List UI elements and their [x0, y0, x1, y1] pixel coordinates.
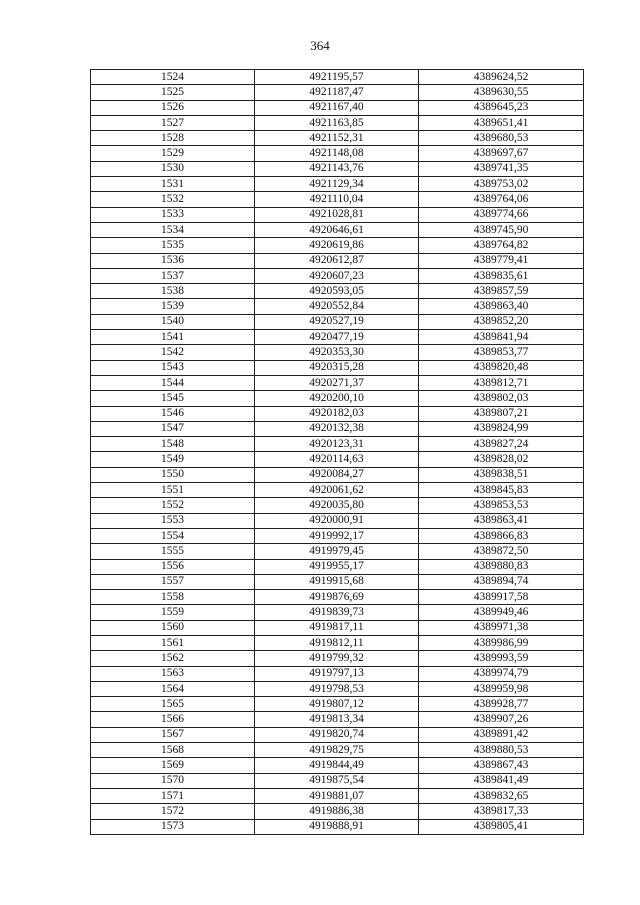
point-number-cell: 1573	[91, 819, 255, 834]
x-coordinate-cell: 4920035,80	[255, 498, 419, 513]
point-number-cell: 1558	[91, 590, 255, 605]
y-coordinate-cell: 4389741,35	[419, 161, 584, 176]
table-row	[91, 513, 584, 528]
x-coordinate-cell: 4921028,81	[255, 207, 419, 222]
x-coordinate-cell: 4920084,27	[255, 467, 419, 482]
y-coordinate-cell: 4389863,41	[419, 513, 584, 528]
x-coordinate-cell: 4921152,31	[255, 131, 419, 146]
table-row	[91, 590, 584, 605]
point-number-cell: 1572	[91, 804, 255, 819]
point-number-cell: 1546	[91, 406, 255, 421]
y-coordinate-cell: 4389907,26	[419, 712, 584, 727]
x-coordinate-cell: 4920114,63	[255, 452, 419, 467]
table-row	[91, 697, 584, 712]
table-row	[91, 437, 584, 452]
y-coordinate-cell: 4389866,83	[419, 528, 584, 543]
y-coordinate-cell: 4389697,67	[419, 146, 584, 161]
x-coordinate-cell: 4919839,73	[255, 605, 419, 620]
table-row	[91, 131, 584, 146]
point-number-cell: 1550	[91, 467, 255, 482]
table-row	[91, 406, 584, 421]
y-coordinate-cell: 4389828,02	[419, 452, 584, 467]
y-coordinate-cell: 4389853,77	[419, 345, 584, 360]
point-number-cell: 1531	[91, 177, 255, 192]
y-coordinate-cell: 4389753,02	[419, 177, 584, 192]
table-row	[91, 253, 584, 268]
point-number-cell: 1525	[91, 85, 255, 100]
table-row	[91, 146, 584, 161]
table-row	[91, 467, 584, 482]
x-coordinate-cell: 4919813,34	[255, 712, 419, 727]
y-coordinate-cell: 4389651,41	[419, 115, 584, 130]
table-row	[91, 268, 584, 283]
x-coordinate-cell: 4921110,04	[255, 192, 419, 207]
x-coordinate-cell: 4919799,32	[255, 651, 419, 666]
y-coordinate-cell: 4389838,51	[419, 467, 584, 482]
y-coordinate-cell: 4389820,48	[419, 360, 584, 375]
y-coordinate-cell: 4389779,41	[419, 253, 584, 268]
x-coordinate-cell: 4921143,76	[255, 161, 419, 176]
x-coordinate-cell: 4919820,74	[255, 727, 419, 742]
table-row	[91, 651, 584, 666]
table-row	[91, 804, 584, 819]
table-row	[91, 284, 584, 299]
x-coordinate-cell: 4920315,28	[255, 360, 419, 375]
y-coordinate-cell: 4389880,53	[419, 743, 584, 758]
y-coordinate-cell: 4389745,90	[419, 222, 584, 237]
table-row	[91, 391, 584, 406]
y-coordinate-cell: 4389891,42	[419, 727, 584, 742]
point-number-cell: 1543	[91, 360, 255, 375]
y-coordinate-cell: 4389624,52	[419, 70, 584, 85]
point-number-cell: 1533	[91, 207, 255, 222]
y-coordinate-cell: 4389832,65	[419, 788, 584, 803]
x-coordinate-cell: 4919955,17	[255, 559, 419, 574]
point-number-cell: 1567	[91, 727, 255, 742]
point-number-cell: 1535	[91, 238, 255, 253]
x-coordinate-cell: 4919829,75	[255, 743, 419, 758]
y-coordinate-cell: 4389630,55	[419, 85, 584, 100]
x-coordinate-cell: 4920271,37	[255, 375, 419, 390]
x-coordinate-cell: 4920477,19	[255, 330, 419, 345]
x-coordinate-cell: 4920132,38	[255, 421, 419, 436]
point-number-cell: 1532	[91, 192, 255, 207]
table-row	[91, 712, 584, 727]
y-coordinate-cell: 4389774,66	[419, 207, 584, 222]
x-coordinate-cell: 4919798,53	[255, 681, 419, 696]
x-coordinate-cell: 4921167,40	[255, 100, 419, 115]
point-number-cell: 1557	[91, 574, 255, 589]
point-number-cell: 1552	[91, 498, 255, 513]
y-coordinate-cell: 4389880,83	[419, 559, 584, 574]
table-row	[91, 819, 584, 834]
point-number-cell: 1565	[91, 697, 255, 712]
point-number-cell: 1555	[91, 544, 255, 559]
point-number-cell: 1553	[91, 513, 255, 528]
point-number-cell: 1526	[91, 100, 255, 115]
point-number-cell: 1538	[91, 284, 255, 299]
y-coordinate-cell: 4389863,40	[419, 299, 584, 314]
y-coordinate-cell: 4389845,83	[419, 483, 584, 498]
y-coordinate-cell: 4389817,33	[419, 804, 584, 819]
y-coordinate-cell: 4389971,38	[419, 620, 584, 635]
point-number-cell: 1534	[91, 222, 255, 237]
x-coordinate-cell: 4921187,47	[255, 85, 419, 100]
point-number-cell: 1551	[91, 483, 255, 498]
table-row	[91, 100, 584, 115]
x-coordinate-cell: 4920646,61	[255, 222, 419, 237]
table-row	[91, 115, 584, 130]
y-coordinate-cell: 4389993,59	[419, 651, 584, 666]
x-coordinate-cell: 4919812,11	[255, 635, 419, 650]
point-number-cell: 1539	[91, 299, 255, 314]
y-coordinate-cell: 4389974,79	[419, 666, 584, 681]
point-number-cell: 1548	[91, 437, 255, 452]
x-coordinate-cell: 4919979,45	[255, 544, 419, 559]
point-number-cell: 1527	[91, 115, 255, 130]
x-coordinate-cell: 4920353,30	[255, 345, 419, 360]
point-number-cell: 1545	[91, 391, 255, 406]
table-row	[91, 452, 584, 467]
point-number-cell: 1529	[91, 146, 255, 161]
table-row	[91, 330, 584, 345]
table-row	[91, 773, 584, 788]
table-row	[91, 544, 584, 559]
y-coordinate-cell: 4389645,23	[419, 100, 584, 115]
point-number-cell: 1562	[91, 651, 255, 666]
point-number-cell: 1554	[91, 528, 255, 543]
y-coordinate-cell: 4389827,24	[419, 437, 584, 452]
table-row	[91, 788, 584, 803]
table-row	[91, 207, 584, 222]
point-number-cell: 1569	[91, 758, 255, 773]
x-coordinate-cell: 4920123,31	[255, 437, 419, 452]
x-coordinate-cell: 4919844,49	[255, 758, 419, 773]
x-coordinate-cell: 4920061,62	[255, 483, 419, 498]
x-coordinate-cell: 4919915,68	[255, 574, 419, 589]
point-number-cell: 1547	[91, 421, 255, 436]
table-row	[91, 299, 584, 314]
point-number-cell: 1566	[91, 712, 255, 727]
y-coordinate-cell: 4389824,99	[419, 421, 584, 436]
x-coordinate-cell: 4919875,54	[255, 773, 419, 788]
y-coordinate-cell: 4389835,61	[419, 268, 584, 283]
x-coordinate-cell: 4919797,13	[255, 666, 419, 681]
x-coordinate-cell: 4919876,69	[255, 590, 419, 605]
table-row	[91, 574, 584, 589]
point-number-cell: 1559	[91, 605, 255, 620]
point-number-cell: 1570	[91, 773, 255, 788]
x-coordinate-cell: 4920000,91	[255, 513, 419, 528]
x-coordinate-cell: 4920527,19	[255, 314, 419, 329]
x-coordinate-cell: 4919886,38	[255, 804, 419, 819]
point-number-cell: 1537	[91, 268, 255, 283]
point-number-cell: 1561	[91, 635, 255, 650]
x-coordinate-cell: 4920612,87	[255, 253, 419, 268]
table-row	[91, 192, 584, 207]
coordinates-table-body	[91, 70, 584, 835]
point-number-cell: 1564	[91, 681, 255, 696]
point-number-cell: 1542	[91, 345, 255, 360]
x-coordinate-cell: 4920607,23	[255, 268, 419, 283]
y-coordinate-cell: 4389949,46	[419, 605, 584, 620]
table-row	[91, 620, 584, 635]
table-row	[91, 743, 584, 758]
x-coordinate-cell: 4921129,34	[255, 177, 419, 192]
y-coordinate-cell: 4389857,59	[419, 284, 584, 299]
y-coordinate-cell: 4389841,94	[419, 330, 584, 345]
x-coordinate-cell: 4919807,12	[255, 697, 419, 712]
table-row	[91, 666, 584, 681]
y-coordinate-cell: 4389764,06	[419, 192, 584, 207]
point-number-cell: 1524	[91, 70, 255, 85]
x-coordinate-cell: 4920593,05	[255, 284, 419, 299]
page-number: 364	[310, 38, 330, 53]
coordinates-table	[90, 69, 584, 835]
x-coordinate-cell: 4921148,08	[255, 146, 419, 161]
table-row	[91, 345, 584, 360]
y-coordinate-cell: 4389805,41	[419, 819, 584, 834]
x-coordinate-cell: 4921163,85	[255, 115, 419, 130]
table-row	[91, 758, 584, 773]
x-coordinate-cell: 4919888,91	[255, 819, 419, 834]
y-coordinate-cell: 4389802,03	[419, 391, 584, 406]
y-coordinate-cell: 4389807,21	[419, 406, 584, 421]
point-number-cell: 1540	[91, 314, 255, 329]
point-number-cell: 1541	[91, 330, 255, 345]
point-number-cell: 1549	[91, 452, 255, 467]
table-row	[91, 161, 584, 176]
x-coordinate-cell: 4920552,84	[255, 299, 419, 314]
x-coordinate-cell: 4921195,57	[255, 70, 419, 85]
table-row	[91, 528, 584, 543]
point-number-cell: 1530	[91, 161, 255, 176]
table-row	[91, 375, 584, 390]
table-row	[91, 421, 584, 436]
point-number-cell: 1536	[91, 253, 255, 268]
y-coordinate-cell: 4389959,98	[419, 681, 584, 696]
table-row	[91, 681, 584, 696]
x-coordinate-cell: 4920182,03	[255, 406, 419, 421]
table-row	[91, 483, 584, 498]
x-coordinate-cell: 4920200,10	[255, 391, 419, 406]
point-number-cell: 1571	[91, 788, 255, 803]
x-coordinate-cell: 4919881,07	[255, 788, 419, 803]
point-number-cell: 1563	[91, 666, 255, 681]
y-coordinate-cell: 4389986,99	[419, 635, 584, 650]
table-row	[91, 238, 584, 253]
table-row	[91, 559, 584, 574]
x-coordinate-cell: 4919817,11	[255, 620, 419, 635]
point-number-cell: 1568	[91, 743, 255, 758]
table-row	[91, 727, 584, 742]
table-row	[91, 635, 584, 650]
y-coordinate-cell: 4389852,20	[419, 314, 584, 329]
x-coordinate-cell: 4919992,17	[255, 528, 419, 543]
table-row	[91, 177, 584, 192]
y-coordinate-cell: 4389812,71	[419, 375, 584, 390]
y-coordinate-cell: 4389680,53	[419, 131, 584, 146]
point-number-cell: 1560	[91, 620, 255, 635]
y-coordinate-cell: 4389872,50	[419, 544, 584, 559]
table-row	[91, 70, 584, 85]
table-row	[91, 498, 584, 513]
table-row	[91, 222, 584, 237]
x-coordinate-cell: 4920619,86	[255, 238, 419, 253]
table-row	[91, 605, 584, 620]
y-coordinate-cell: 4389928,77	[419, 697, 584, 712]
y-coordinate-cell: 4389764,82	[419, 238, 584, 253]
y-coordinate-cell: 4389917,58	[419, 590, 584, 605]
table-row	[91, 85, 584, 100]
table-row	[91, 360, 584, 375]
point-number-cell: 1544	[91, 375, 255, 390]
y-coordinate-cell: 4389841,49	[419, 773, 584, 788]
y-coordinate-cell: 4389853,53	[419, 498, 584, 513]
y-coordinate-cell: 4389867,43	[419, 758, 584, 773]
point-number-cell: 1528	[91, 131, 255, 146]
y-coordinate-cell: 4389894,74	[419, 574, 584, 589]
point-number-cell: 1556	[91, 559, 255, 574]
table-row	[91, 314, 584, 329]
